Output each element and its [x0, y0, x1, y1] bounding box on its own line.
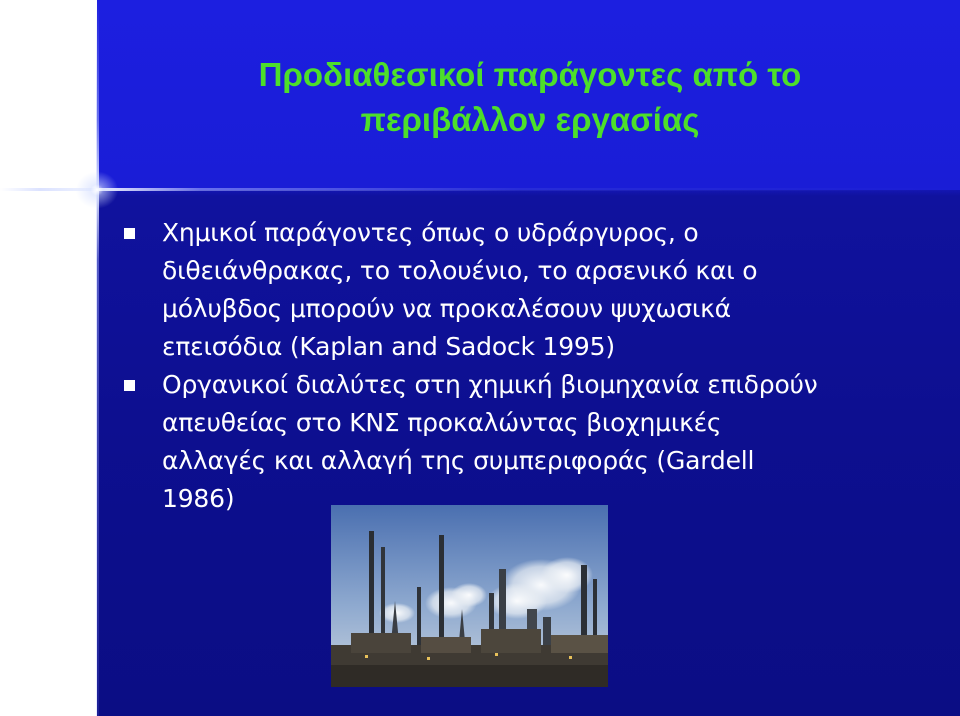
bullet-text-line: αλλαγές και αλλαγή της συμπεριφοράς (Gardell — [162, 446, 755, 475]
bullet-text-line: διθειάνθρακας, το τολουένιο, το αρσενικό και ο — [162, 256, 758, 285]
slide-title-line-2: περιβάλλον εργασίας — [360, 101, 700, 138]
bullet-item-organic-solvents — [118, 366, 948, 518]
flare-sparkle-icon — [72, 168, 122, 212]
flare-horizontal-line — [0, 188, 960, 191]
bullet-list — [118, 214, 948, 518]
bullet-item-chemical-factors — [118, 214, 948, 366]
bullet-text-line: απευθείας στο ΚΝΣ προκαλώντας βιοχημικές — [162, 408, 722, 437]
bullet-text-line: μόλυβδος μπορούν να προκαλέσουν ψυχωσικά — [162, 294, 731, 323]
industrial-plant-smokestacks-icon — [331, 505, 608, 687]
bullet-text-line: Χημικοί παράγοντες όπως ο υδράργυρος, ο — [162, 218, 699, 247]
bullet-text-line: επεισόδια (Kaplan and Sadock 1995) — [162, 332, 615, 361]
square-bullet-icon — [124, 228, 135, 239]
bullet-text-line: 1986) — [162, 484, 235, 513]
slide-title-line-1: Προδιαθεσικοί παράγοντες από το — [258, 56, 802, 93]
industrial-plant-photo — [331, 505, 608, 687]
square-bullet-icon — [124, 380, 135, 391]
flare-vertical-line — [96, 0, 99, 716]
bullet-text-line: Οργανικοί διαλύτες στη χημική βιομηχανία επιδρούν — [162, 370, 818, 399]
slide-title — [120, 52, 940, 142]
